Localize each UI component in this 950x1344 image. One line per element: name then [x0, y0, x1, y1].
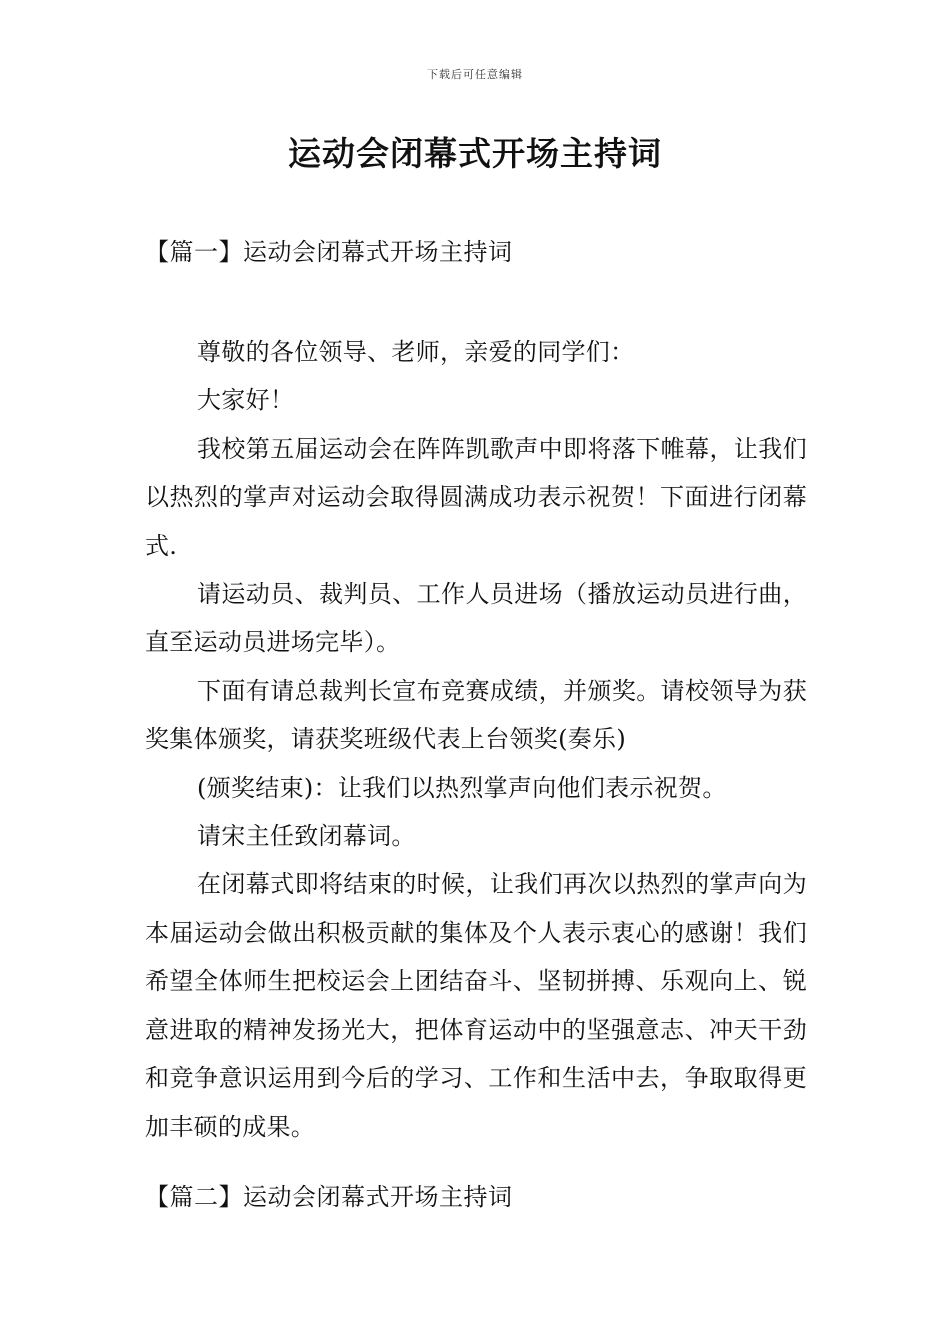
- paragraph-closing-speech: 请宋主任致闭幕词。: [197, 822, 416, 851]
- section-one-heading: 【篇一】运动会闭幕式开场主持词: [145, 238, 513, 266]
- body-text: [145, 328, 807, 1151]
- paragraph-greeting: 尊敬的各位领导、老师，亲爱的同学们：: [197, 338, 635, 366]
- paragraph-conclusion: 在闭幕式即将结束的时候，让我们再次以热烈的掌声向为本届运动会做出积极贡献的集体及个人表示衷心的感谢！我们希望全体师生把校运会上团结奋斗、坚韧拼搏、乐观向上、锐意进取的精神发扬光大，把体育运动中的坚强意志、冲天干劲和竞争意识运用到今后的学习、工作和生活中去，争取取得更加丰硕的成果。: [145, 870, 807, 1141]
- header-note: 下载后可任意编辑: [427, 68, 523, 81]
- paragraph-awards: 下面有请总裁判长宣布竞赛成绩，并颁奖。请校领导为获奖集体颁奖，请获奖班级代表上台领奖(奏乐): [145, 676, 807, 754]
- paragraph-athletes-enter: 请运动员、裁判员、工作人员进场（播放运动员进行曲，直至运动员进场完毕）。: [145, 580, 807, 657]
- section-two-heading: 【篇二】运动会闭幕式开场主持词: [145, 1183, 513, 1211]
- paragraph-awards-end: (颁奖结束)：让我们以热烈掌声向他们表示祝贺。: [197, 773, 727, 802]
- paragraph-hello: 大家好！: [197, 386, 295, 415]
- paragraph-opening: 我校第五届运动会在阵阵凯歌声中即将落下帷幕，让我们以热烈的掌声对运动会取得圆满成功表示祝贺！下面进行闭幕式.: [145, 434, 807, 560]
- document-title: 运动会闭幕式开场主持词: [288, 134, 662, 173]
